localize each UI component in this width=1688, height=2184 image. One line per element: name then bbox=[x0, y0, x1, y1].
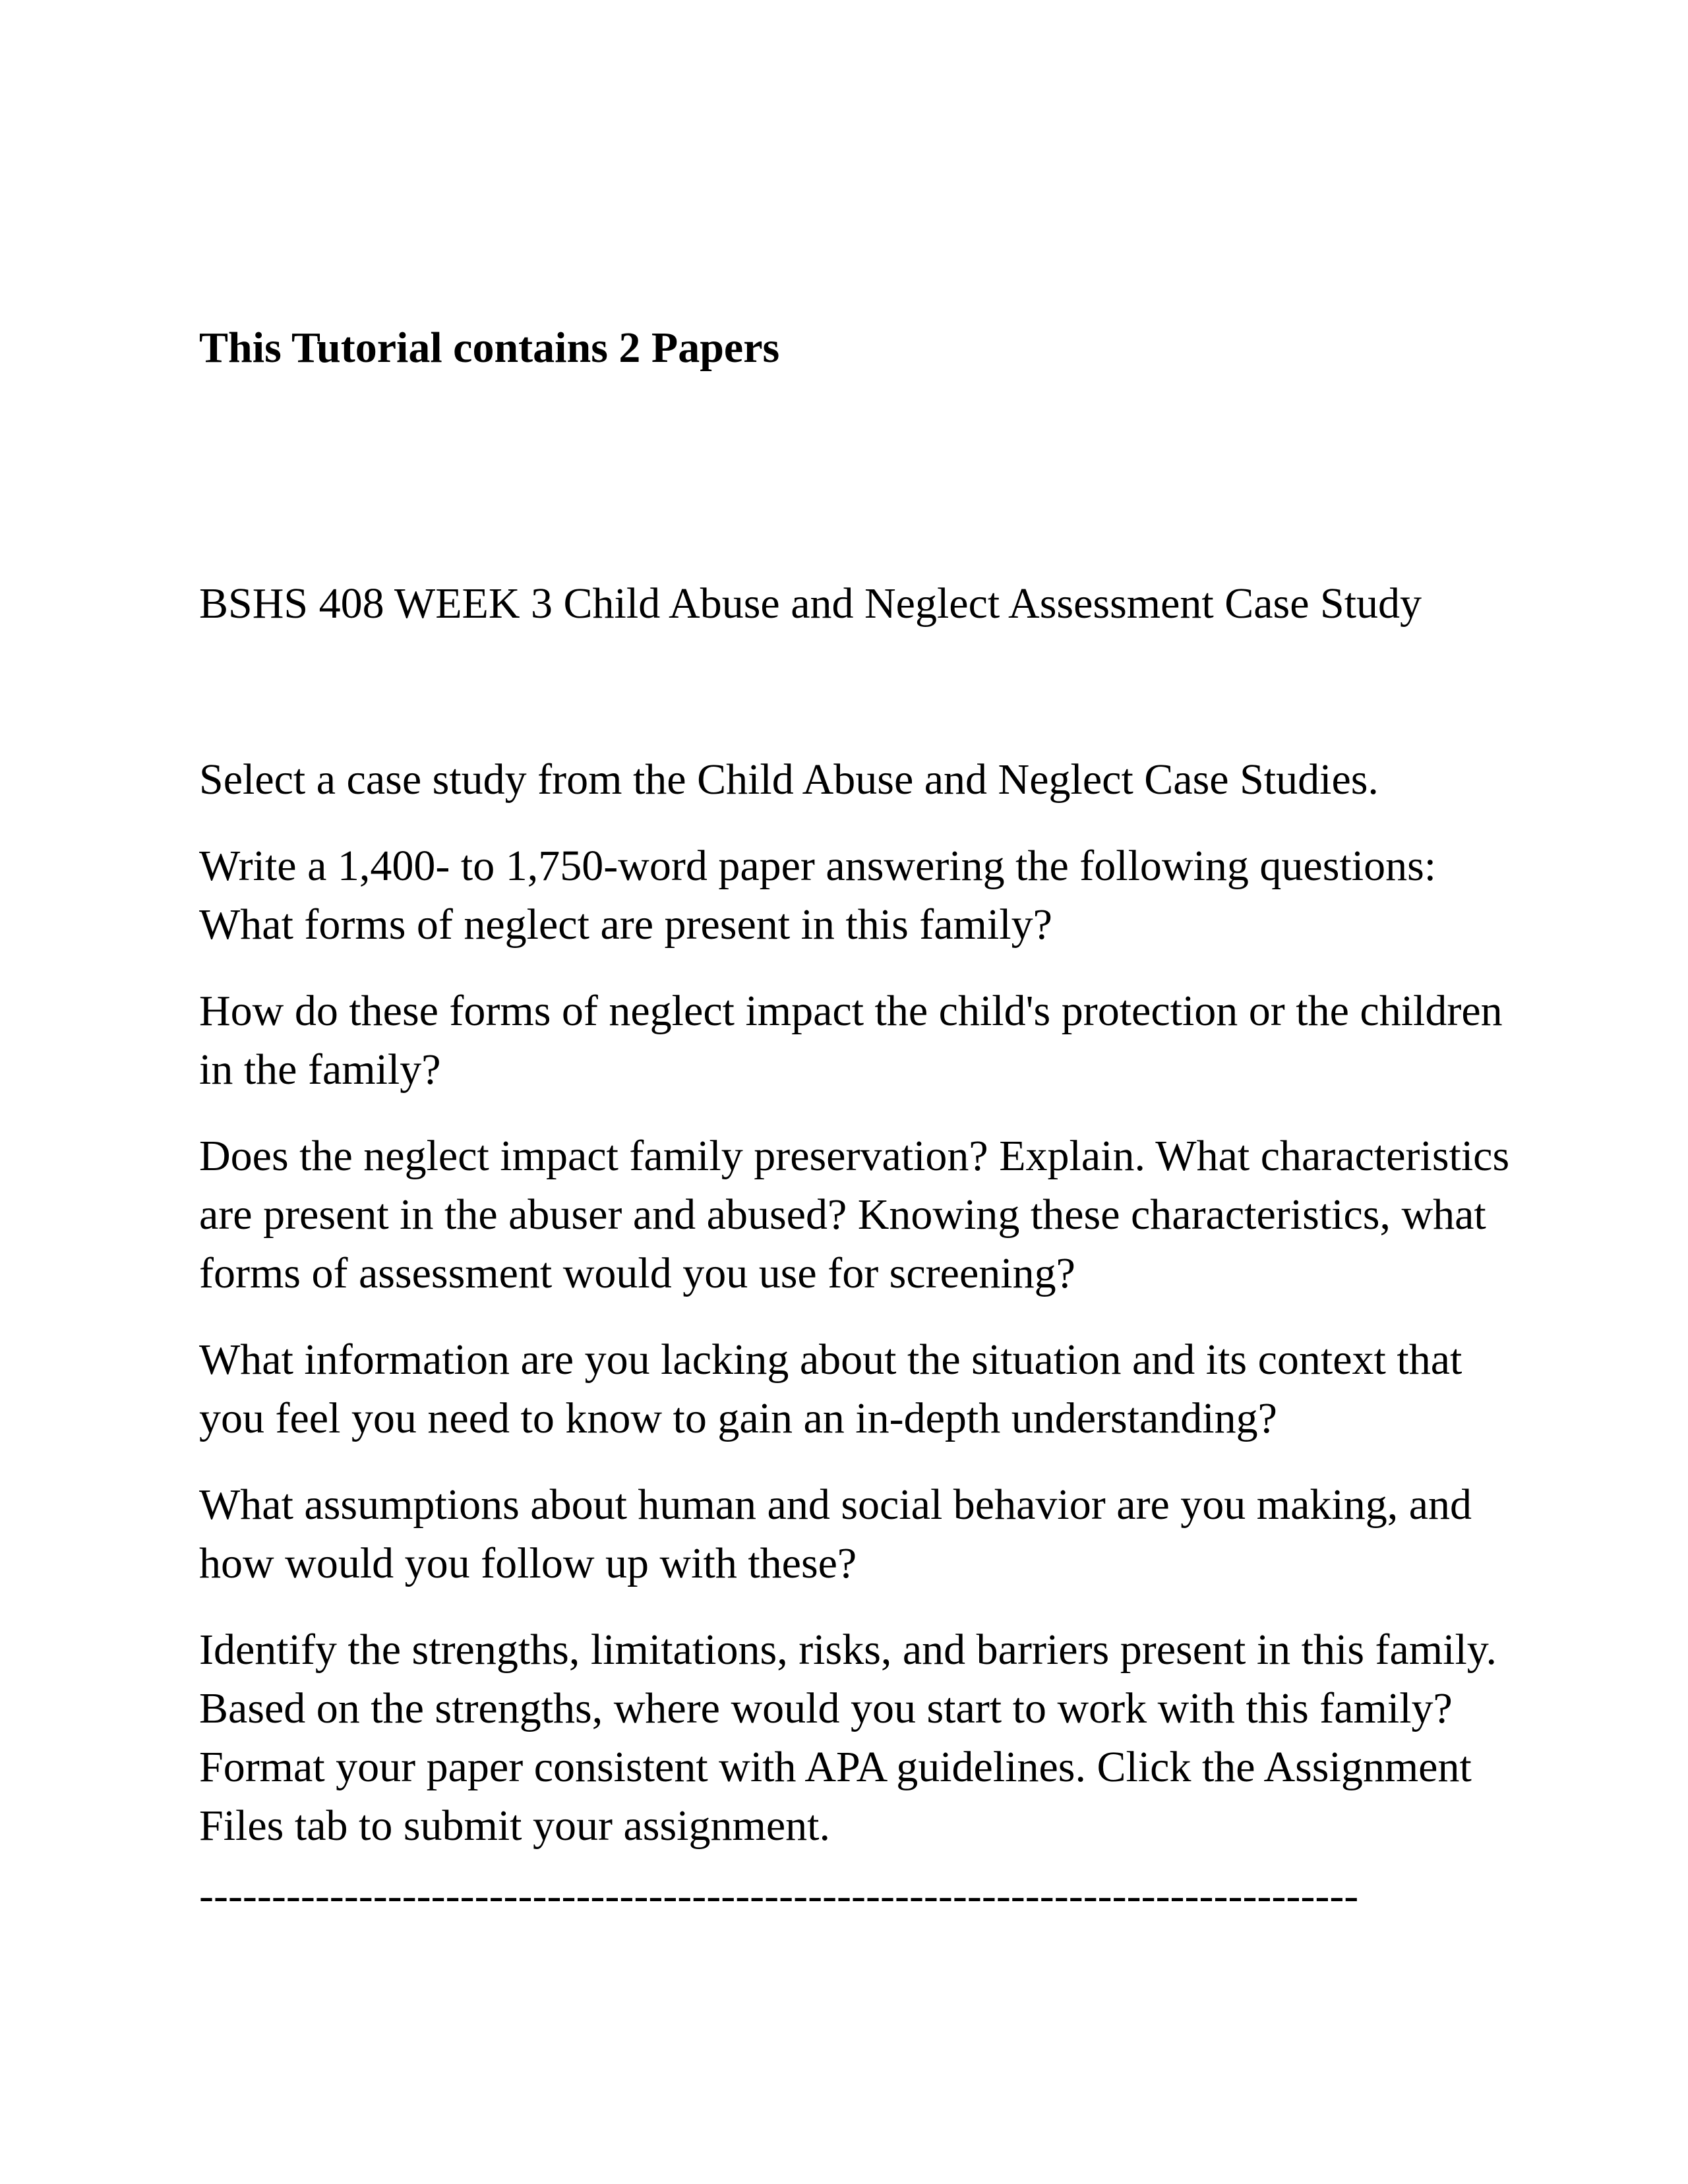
assignment-instructions bbox=[199, 750, 1511, 1883]
dashed-separator: -------------------------------------------------------------------------------- bbox=[199, 1872, 1359, 1920]
assignment-title: BSHS 408 WEEK 3 Child Abuse and Neglect Assessment Case Study bbox=[199, 579, 1422, 628]
instruction-paragraph: Identify the strengths, limitations, risks, and barriers present in this family. Based on the strengths, where would you start to work with this family? Format your paper consistent with APA guidelines. Click the Assignment Files tab to submit your assignment. bbox=[199, 1626, 1497, 1850]
instruction-paragraph: Write a 1,400- to 1,750-word paper answering the following questions: What forms of neglect are present in this family? bbox=[199, 842, 1437, 949]
instruction-paragraph: Does the neglect impact family preservation? Explain. What characteristics are present in the abuser and abused? Knowing these characteristics, what forms of assessment would you use for screening? bbox=[199, 1132, 1510, 1297]
tutorial-heading: This Tutorial contains 2 Papers bbox=[199, 324, 780, 372]
instruction-paragraph: What assumptions about human and social behavior are you making, and how would you follow up with these? bbox=[199, 1481, 1472, 1587]
instruction-paragraph: How do these forms of neglect impact the child's protection or the children in the family? bbox=[199, 987, 1503, 1094]
instruction-paragraph: Select a case study from the Child Abuse and Neglect Case Studies. bbox=[199, 755, 1379, 804]
instruction-paragraph: What information are you lacking about the situation and its context that you feel you need to know to gain an in-depth understanding? bbox=[199, 1336, 1462, 1442]
